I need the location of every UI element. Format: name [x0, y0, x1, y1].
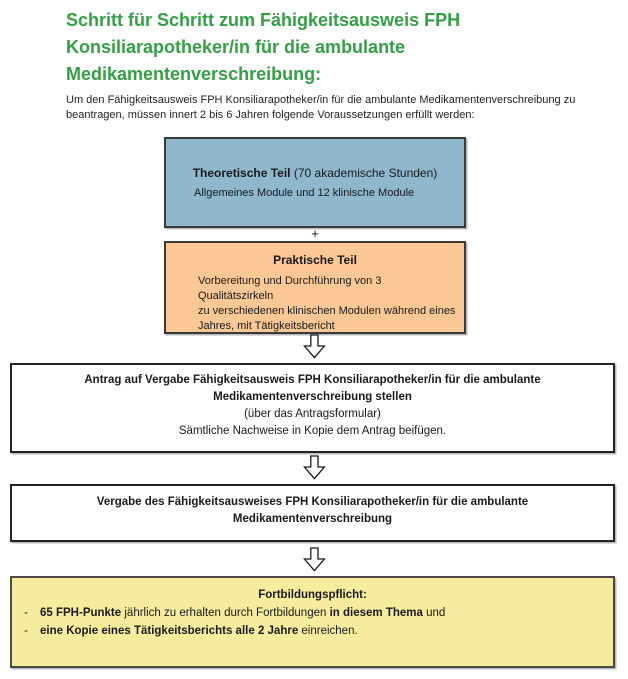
down-arrow-icon: [303, 547, 326, 564]
practice-body-line: Vorbereitung und Durchführung von 3 Qualitätszirkeln: [198, 275, 382, 302]
down-arrow-icon: [303, 455, 326, 472]
flow-connector: [0, 547, 628, 573]
list-item-normal: jährlich zu erhalten durch Fortbildungen: [121, 607, 330, 619]
apply-box-normal-line: Sämtliche Nachweise in Kopie dem Antrag beifügen.: [178, 425, 447, 437]
obligation-box-title: Fortbildungspflicht:: [258, 589, 367, 601]
page-title-line: Schritt für Schritt zum Fähigkeitsausweis FPH: [66, 10, 461, 30]
flow-connector: [0, 455, 628, 481]
award-box-bold-line: Medikamentenverschreibung: [232, 513, 393, 525]
list-item-normal: einreichen.: [298, 625, 358, 637]
theory-box: [164, 137, 466, 228]
practice-body-line: zu verschiedenen klinischen Modulen während eines: [198, 305, 456, 317]
page-title-line: Medikamentenverschreibung:: [66, 64, 322, 84]
theory-box-subtitle: Allgemeines Module und 12 klinische Module: [194, 187, 415, 199]
apply-box-bold-line: Medikamentenverschreibung stellen: [213, 391, 412, 403]
apply-box-bold-line: Antrag auf Vergabe Fähigkeitsausweis FPH Konsiliarapotheker/in für die ambulante: [84, 374, 541, 386]
list-item-normal: und: [422, 607, 446, 619]
page-title-line: Konsiliarapotheker/in für die ambulante: [66, 37, 406, 57]
obligation-box: [10, 576, 615, 668]
practice-box: [164, 241, 466, 334]
list-item-bold: eine Kopie eines Tätigkeitsberichts alle 2 Jahre: [40, 625, 299, 637]
apply-box-normal-line: (über das Antragsformular): [244, 408, 381, 420]
flow-connector: [0, 334, 628, 360]
intro-line: beantragen, müssen innert 2 bis 6 Jahren folgende Voraussetzungen erfüllt werden:: [66, 109, 475, 121]
down-arrow-icon: [303, 334, 326, 351]
intro-paragraph: [66, 93, 596, 123]
dash-bullet: -: [24, 625, 28, 637]
theory-box-title-bold: Theoretische Teil: [192, 166, 291, 180]
dash-bullet: -: [24, 607, 28, 619]
page-title: [66, 7, 566, 88]
obligation-list: [12, 604, 613, 640]
theory-box-title: [166, 166, 464, 180]
list-item: [24, 604, 603, 622]
list-item-text: [40, 604, 445, 622]
award-box-bold-line: Vergabe des Fähigkeitsausweises FPH Konsiliarapotheker/in für die ambulante: [96, 496, 529, 508]
practice-body-line: Jahres, mit Tätigkeitsbericht: [198, 320, 335, 332]
list-item: [24, 622, 603, 640]
list-item-bold: 65 FPH-Punkte: [40, 607, 122, 619]
list-item-text: [40, 622, 358, 640]
theory-box-title-rest: (70 akademische Stunden): [290, 166, 438, 180]
practice-box-body: [166, 274, 464, 334]
list-item-bold: in diesem Thema: [329, 607, 423, 619]
plus-sign: +: [311, 226, 319, 241]
practice-box-title: Praktische Teil: [273, 253, 357, 267]
award-box: [10, 484, 615, 542]
intro-line: Um den Fähigkeitsausweis FPH Konsiliarapotheker/in für die ambulante Medikamentenverschreibung zu: [66, 94, 576, 106]
apply-box: [10, 363, 615, 453]
